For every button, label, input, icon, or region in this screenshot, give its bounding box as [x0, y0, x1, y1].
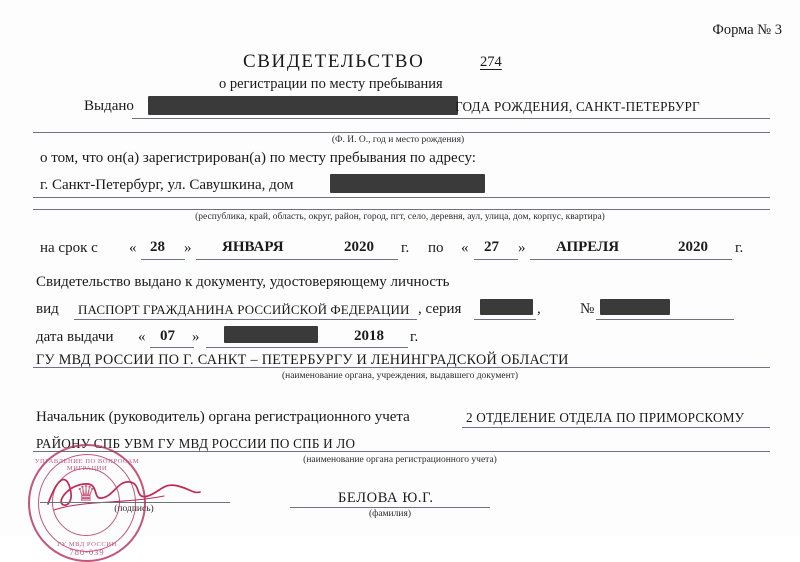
comma-after-seria: ,	[537, 301, 541, 317]
chief-org-line-1: 2 ОТДЕЛЕНИЕ ОТДЕЛА ПО ПРИМОРСКОМУ	[466, 410, 745, 425]
rule-authority	[33, 367, 770, 368]
registered-at-text: о том, что он(а) зарегистрирован(а) по месту пребывания по адресу:	[40, 150, 476, 166]
certificate-number: 274	[480, 54, 502, 70]
chief-org-line-2: РАЙОНУ СПБ УВМ ГУ МВД РОССИИ ПО СПБ И ЛО	[36, 436, 356, 451]
seria-label: , серия	[418, 301, 462, 317]
signature-caption: (подпись)	[114, 504, 154, 514]
kind-value: ПАСПОРТ ГРАЖДАНИНА РОССИЙСКОЙ ФЕДЕРАЦИИ	[78, 302, 410, 317]
quote-close-2: »	[518, 240, 526, 256]
term-po-label: по	[428, 240, 444, 256]
term-to-year: 2020	[678, 239, 708, 255]
rule-term-year-1	[330, 259, 398, 260]
term-from-year: 2020	[344, 239, 374, 255]
rule-chief-2	[33, 451, 770, 452]
term-from-g: г.	[401, 240, 410, 256]
fio-caption: (Ф. И. О., год и место рождения)	[331, 135, 465, 145]
document-subtitle: о регистрации по месту пребывания	[219, 76, 443, 92]
rule-number	[596, 319, 734, 320]
rule-issue-year	[340, 347, 408, 348]
rule-issued-to	[132, 118, 770, 119]
rule-address-second	[33, 209, 770, 210]
stamp-top-text: УПРАВЛЕНИЕ ПО ВОПРОСАМ МИГРАЦИИ	[34, 458, 140, 472]
rule-chief-1	[462, 427, 770, 428]
issuing-authority: ГУ МВД РОССИИ ПО Г. САНКТ – ПЕТЕРБУРГУ И ЛЕНИНГРАДСКОЙ ОБЛАСТИ	[36, 352, 569, 368]
term-from-month: ЯНВАРЯ	[222, 239, 284, 255]
term-to-g: г.	[735, 240, 744, 256]
quote-close-1: »	[184, 240, 192, 256]
chief-org-caption: (наименование органа регистрационного учета)	[303, 455, 497, 465]
rule-issue-day	[150, 347, 194, 348]
redaction-number	[600, 299, 670, 315]
redaction-address	[330, 174, 485, 193]
issue-date-label: дата выдачи	[36, 329, 114, 345]
address-text: г. Санкт-Петербург, ул. Савушкина, дом	[40, 177, 294, 193]
quote-open-1: «	[129, 240, 137, 256]
issue-g: г.	[410, 329, 419, 345]
chief-surname: БЕЛОВА Ю.Г.	[338, 490, 434, 506]
quote-open-2: «	[461, 240, 469, 256]
kind-label: вид	[36, 301, 59, 317]
term-label: на срок с	[40, 240, 98, 256]
issued-to-label: Выдано	[84, 98, 134, 114]
issue-day: 07	[160, 328, 175, 344]
redaction-issue-month	[224, 326, 318, 343]
rule-term-day-2	[474, 259, 518, 260]
stamp-code: 780-039	[69, 547, 105, 557]
birth-place-text: ГОДА РОЖДЕНИЯ, САНКТ-ПЕТЕРБУРГ	[455, 99, 700, 114]
official-stamp	[28, 444, 146, 562]
redaction-fio	[148, 96, 458, 115]
rule-seria	[474, 319, 536, 320]
quote-close-3: »	[192, 329, 200, 345]
rule-surname	[290, 507, 490, 508]
rule-fio-second	[33, 132, 770, 133]
eagle-icon: ♛	[76, 481, 96, 506]
stamp-inner-ring	[52, 468, 120, 536]
address-caption: (республика, край, область, округ, район, город, пгт, село, деревня, аул, улица, дом, корпус, квартира)	[195, 212, 605, 222]
term-to-month: АПРЕЛЯ	[556, 239, 620, 255]
rule-address	[33, 197, 770, 198]
redaction-seria	[480, 299, 533, 315]
rule-term-day-1	[141, 259, 185, 260]
term-from-day: 28	[150, 239, 165, 255]
authority-caption: (наименование органа, учреждения, выдавшего документ)	[281, 371, 519, 381]
identity-intro: Свидетельство выдано к документу, удостоверяющему личность	[36, 274, 450, 290]
form-number: Форма № 3	[712, 22, 782, 38]
rule-term-year-2	[664, 259, 732, 260]
quote-open-3: «	[138, 329, 146, 345]
chief-label: Начальник (руководитель) органа регистрационного учета	[36, 409, 410, 425]
number-label: №	[580, 301, 595, 317]
surname-caption: (фамилия)	[369, 509, 411, 519]
term-to-day: 27	[484, 239, 499, 255]
issue-year: 2018	[354, 328, 384, 344]
rule-kind	[74, 319, 417, 320]
document-title: СВИДЕТЕЛЬСТВО	[243, 51, 425, 72]
stamp-bottom-text: ГУ МВД РОССИИ	[57, 541, 117, 548]
